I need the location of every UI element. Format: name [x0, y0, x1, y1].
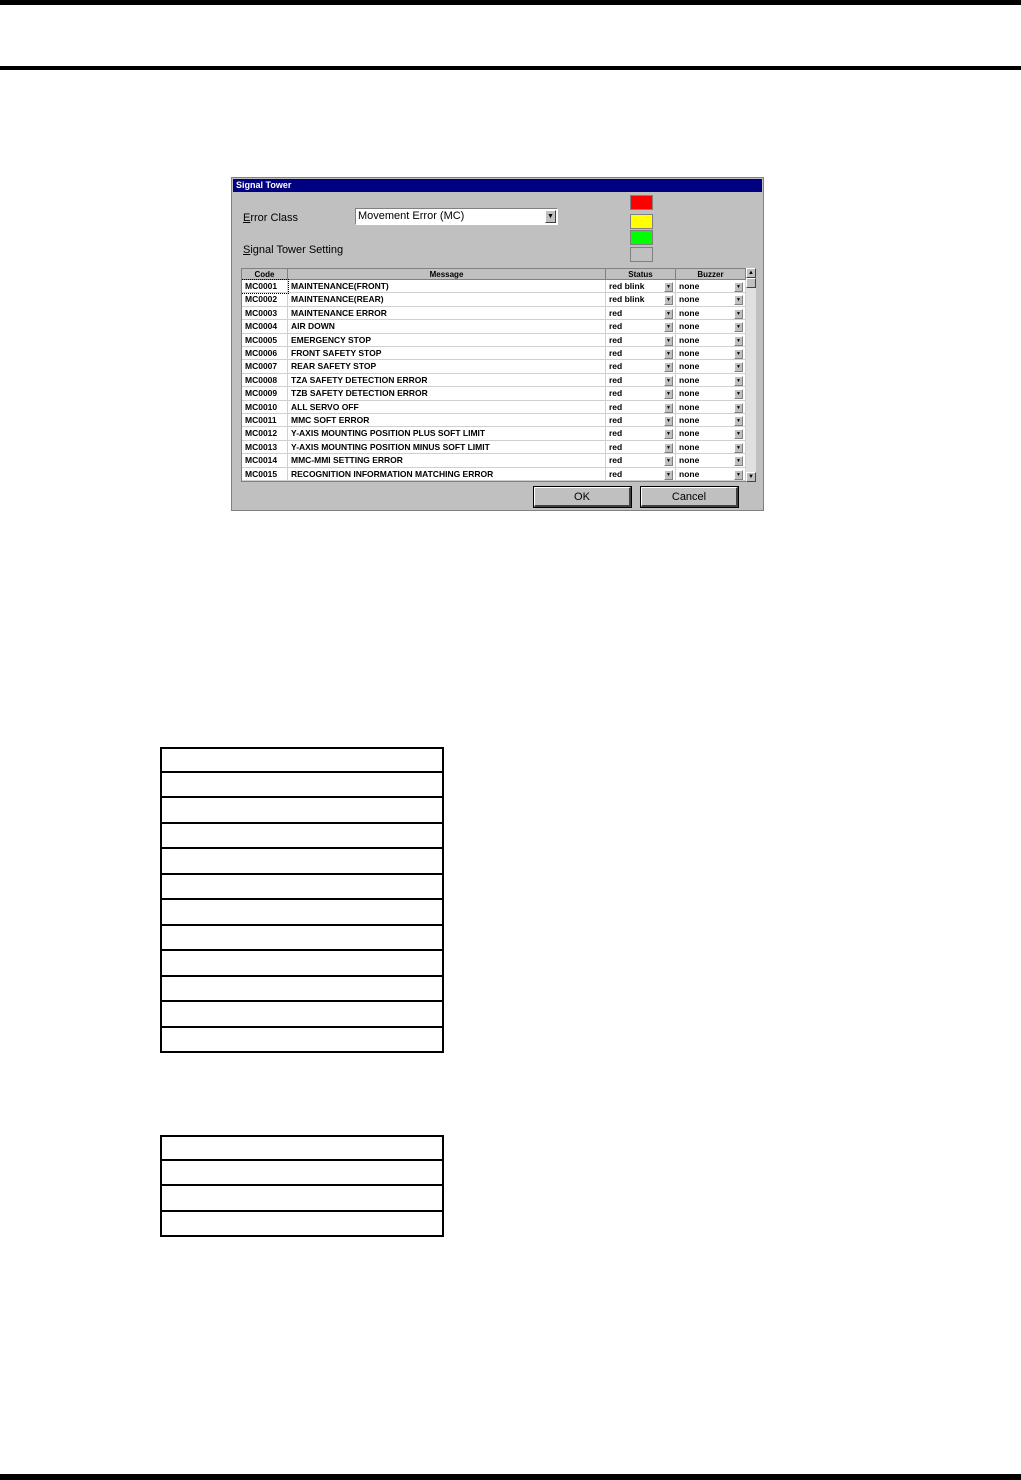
buzzer-value: none — [679, 441, 700, 452]
scroll-down-icon[interactable]: ▼ — [746, 472, 756, 482]
code-value: MC0002 — [245, 294, 278, 305]
cell-code — [242, 347, 288, 360]
cell-message — [288, 374, 606, 387]
chevron-down-icon[interactable]: ▼ — [664, 295, 673, 305]
chevron-down-icon[interactable]: ▼ — [545, 210, 556, 223]
buzzer-value: none — [679, 334, 700, 345]
cell-buzzer[interactable] — [676, 454, 746, 467]
cell-code — [242, 427, 288, 440]
buzzer-value: none — [679, 468, 700, 479]
table-row[interactable] — [242, 347, 746, 360]
cell-buzzer[interactable] — [676, 414, 746, 427]
status-value: red — [609, 401, 623, 412]
cell-status[interactable] — [606, 307, 676, 320]
cell-code — [242, 360, 288, 373]
cell-message — [288, 401, 606, 414]
table-row[interactable] — [242, 293, 746, 306]
message-value: ALL SERVO OFF — [291, 401, 359, 412]
chevron-down-icon[interactable]: ▼ — [734, 443, 743, 453]
column-header-status[interactable]: Status — [606, 269, 676, 280]
cell-message — [288, 307, 606, 320]
code-value: MC0004 — [245, 321, 278, 332]
chevron-down-icon[interactable]: ▼ — [664, 403, 673, 413]
lamp-red — [630, 195, 653, 210]
chevron-down-icon[interactable]: ▼ — [664, 416, 673, 426]
cell-code — [242, 307, 288, 320]
cell-message — [288, 334, 606, 347]
cell-code — [242, 334, 288, 347]
chevron-down-icon[interactable]: ▼ — [734, 336, 743, 346]
status-value: red — [609, 334, 623, 345]
cell-message — [288, 347, 606, 360]
cell-status[interactable] — [606, 441, 676, 454]
chevron-down-icon[interactable]: ▼ — [734, 456, 743, 466]
chevron-down-icon[interactable]: ▼ — [734, 349, 743, 359]
cell-status[interactable] — [606, 414, 676, 427]
chevron-down-icon[interactable]: ▼ — [734, 429, 743, 439]
cell-status[interactable] — [606, 334, 676, 347]
chevron-down-icon[interactable]: ▼ — [664, 443, 673, 453]
message-value: MAINTENANCE(REAR) — [291, 294, 384, 305]
cell-status[interactable] — [606, 360, 676, 373]
status-value: red — [609, 428, 623, 439]
table-row — [160, 1002, 444, 1028]
chevron-down-icon[interactable]: ▼ — [734, 403, 743, 413]
grid-header — [242, 269, 746, 280]
message-value: FRONT SAFETY STOP — [291, 348, 382, 358]
chevron-down-icon[interactable]: ▼ — [664, 470, 673, 480]
table-row[interactable] — [242, 441, 746, 454]
table-row — [160, 926, 444, 952]
table-row[interactable] — [242, 374, 746, 387]
message-value: MAINTENANCE ERROR — [291, 307, 387, 318]
buzzer-value: none — [679, 281, 700, 291]
cell-code — [242, 387, 288, 400]
error-class-label: Error Class — [243, 212, 299, 224]
status-value: red blink — [609, 294, 645, 305]
cell-buzzer[interactable] — [676, 441, 746, 454]
status-value: red — [609, 468, 623, 479]
message-value: TZA SAFETY DETECTION ERROR — [291, 374, 428, 385]
buzzer-value: none — [679, 401, 700, 412]
chevron-down-icon[interactable]: ▼ — [664, 349, 673, 359]
buzzer-value: none — [679, 307, 700, 318]
cell-buzzer[interactable] — [676, 334, 746, 347]
cell-buzzer[interactable] — [676, 401, 746, 414]
buzzer-value: none — [679, 388, 700, 399]
chevron-down-icon[interactable]: ▼ — [664, 429, 673, 439]
chevron-down-icon[interactable]: ▼ — [664, 456, 673, 466]
cell-buzzer[interactable] — [676, 280, 746, 293]
cell-code — [242, 454, 288, 467]
code-value: MC0005 — [245, 334, 278, 345]
table-row[interactable] — [242, 414, 746, 427]
status-value: red — [609, 415, 623, 425]
chevron-down-icon[interactable]: ▼ — [734, 389, 743, 399]
table-row[interactable] — [242, 387, 746, 400]
table-row — [160, 1028, 444, 1054]
code-value: MC0007 — [245, 361, 278, 372]
scroll-up-icon[interactable]: ▲ — [746, 268, 756, 278]
buzzer-value: none — [679, 321, 700, 332]
cell-code — [242, 374, 288, 387]
cell-status[interactable] — [606, 468, 676, 481]
chevron-down-icon[interactable]: ▼ — [664, 336, 673, 346]
status-value: red — [609, 374, 623, 385]
cell-buzzer[interactable] — [676, 360, 746, 373]
cell-code — [242, 401, 288, 414]
cell-buzzer[interactable] — [676, 307, 746, 320]
table-row — [160, 951, 444, 977]
cell-code — [242, 280, 288, 293]
table-row — [160, 824, 444, 850]
lamp-off — [630, 247, 653, 262]
code-value: MC0006 — [245, 348, 278, 358]
code-value: MC0015 — [245, 468, 278, 479]
cell-message — [288, 454, 606, 467]
message-value: EMERGENCY STOP — [291, 334, 371, 345]
error-class-value: Movement Error (MC) — [358, 210, 465, 222]
chevron-down-icon[interactable]: ▼ — [664, 322, 673, 332]
message-value: MMC-MMI SETTING ERROR — [291, 455, 403, 466]
message-value: MAINTENANCE(FRONT) — [291, 281, 389, 291]
table-row — [160, 798, 444, 824]
signal-tower-dialog — [231, 177, 764, 511]
page-top-rule — [0, 0, 1021, 5]
cell-message — [288, 468, 606, 481]
message-value: Y-AXIS MOUNTING POSITION PLUS SOFT LIMIT — [291, 428, 486, 439]
chevron-down-icon[interactable]: ▼ — [734, 362, 743, 372]
table-row[interactable] — [242, 427, 746, 440]
message-value: Y-AXIS MOUNTING POSITION MINUS SOFT LIMIT — [291, 441, 490, 452]
cell-code — [242, 293, 288, 306]
cell-status[interactable] — [606, 293, 676, 306]
table-row — [160, 849, 444, 875]
table-row[interactable] — [242, 320, 746, 333]
table-row[interactable] — [242, 454, 746, 467]
cell-status[interactable] — [606, 374, 676, 387]
chevron-down-icon[interactable]: ▼ — [734, 470, 743, 480]
column-header-code[interactable]: Code — [242, 269, 288, 280]
chevron-down-icon[interactable]: ▼ — [664, 309, 673, 319]
chevron-down-icon[interactable]: ▼ — [734, 322, 743, 332]
table-row[interactable] — [242, 401, 746, 414]
code-value: MC0001 — [245, 281, 278, 291]
signal-tower-grid — [241, 268, 747, 482]
table-row — [160, 1135, 444, 1161]
page-bottom-rule — [0, 1474, 1021, 1480]
message-value: MMC SOFT ERROR — [291, 415, 370, 425]
message-value: TZB SAFETY DETECTION ERROR — [291, 388, 428, 399]
status-value: red — [609, 388, 623, 399]
cell-status[interactable] — [606, 320, 676, 333]
signal-tower-setting-label: Signal Tower Setting — [243, 244, 344, 256]
column-header-message[interactable]: Message — [288, 269, 606, 280]
table-row — [160, 977, 444, 1003]
cell-status[interactable] — [606, 427, 676, 440]
blank-table-2 — [160, 1135, 444, 1237]
buzzer-value: none — [679, 415, 700, 425]
table-row — [160, 900, 444, 926]
cell-status[interactable] — [606, 280, 676, 293]
code-value: MC0011 — [245, 415, 277, 425]
code-value: MC0009 — [245, 388, 278, 399]
code-value: MC0008 — [245, 374, 278, 385]
code-value: MC0014 — [245, 455, 278, 466]
cell-code — [242, 468, 288, 481]
status-value: red — [609, 441, 623, 452]
cell-code — [242, 320, 288, 333]
message-value: AIR DOWN — [291, 321, 335, 332]
blank-table-1 — [160, 747, 444, 1053]
cancel-button[interactable]: Cancel — [641, 487, 738, 507]
chevron-down-icon[interactable]: ▼ — [734, 295, 743, 305]
lamp-green — [630, 230, 653, 245]
cell-message — [288, 441, 606, 454]
buzzer-value: none — [679, 361, 700, 372]
cell-buzzer[interactable] — [676, 427, 746, 440]
cell-buzzer[interactable] — [676, 320, 746, 333]
grid-scrollbar[interactable] — [746, 268, 756, 482]
status-value: red blink — [609, 281, 645, 291]
cell-buzzer[interactable] — [676, 293, 746, 306]
status-value: red — [609, 348, 623, 358]
chevron-down-icon[interactable]: ▼ — [734, 376, 743, 386]
table-row[interactable] — [242, 360, 746, 373]
code-value: MC0003 — [245, 307, 278, 318]
status-value: red — [609, 455, 623, 466]
message-value: REAR SAFETY STOP — [291, 361, 377, 372]
table-row — [160, 1161, 444, 1187]
ok-button[interactable]: OK — [534, 487, 631, 507]
table-row — [160, 875, 444, 901]
table-row[interactable] — [242, 468, 746, 481]
chevron-down-icon[interactable]: ▼ — [734, 309, 743, 319]
chevron-down-icon[interactable]: ▼ — [734, 416, 743, 426]
cell-status[interactable] — [606, 401, 676, 414]
status-value: red — [609, 361, 623, 372]
cell-message — [288, 360, 606, 373]
cell-buzzer[interactable] — [676, 374, 746, 387]
status-value: red — [609, 307, 623, 318]
cell-message — [288, 280, 606, 293]
buzzer-value: none — [679, 348, 700, 358]
cell-status[interactable] — [606, 347, 676, 360]
chevron-down-icon[interactable]: ▼ — [664, 389, 673, 399]
chevron-down-icon[interactable]: ▼ — [734, 282, 743, 292]
column-header-buzzer[interactable]: Buzzer — [676, 269, 746, 280]
chevron-down-icon[interactable]: ▼ — [664, 362, 673, 372]
lamp-yellow — [630, 214, 653, 229]
cell-buzzer[interactable] — [676, 347, 746, 360]
table-row — [160, 1212, 444, 1238]
code-value: MC0013 — [245, 441, 278, 452]
cell-buzzer[interactable] — [676, 468, 746, 481]
page-header-rule — [0, 66, 1021, 70]
message-value: RECOGNITION INFORMATION MATCHING ERROR — [291, 468, 494, 479]
table-row — [160, 747, 444, 773]
scroll-thumb[interactable] — [746, 278, 756, 288]
table-row[interactable] — [242, 307, 746, 320]
buzzer-value: none — [679, 455, 700, 466]
status-value: red — [609, 321, 623, 332]
table-row — [160, 773, 444, 799]
buzzer-value: none — [679, 294, 700, 305]
error-class-select[interactable] — [355, 208, 558, 225]
dialog-title: Signal Tower — [233, 179, 762, 192]
cell-message — [288, 427, 606, 440]
cell-message — [288, 414, 606, 427]
table-row[interactable] — [242, 280, 746, 293]
chevron-down-icon[interactable]: ▼ — [664, 376, 673, 386]
chevron-down-icon[interactable]: ▼ — [664, 282, 673, 292]
code-value: MC0010 — [245, 401, 278, 412]
buzzer-value: none — [679, 428, 700, 439]
table-row[interactable] — [242, 334, 746, 347]
cell-code — [242, 441, 288, 454]
table-row — [160, 1186, 444, 1212]
cell-message — [288, 293, 606, 306]
cell-code — [242, 414, 288, 427]
cell-status[interactable] — [606, 454, 676, 467]
code-value: MC0012 — [245, 428, 278, 439]
buzzer-value: none — [679, 374, 700, 385]
cell-buzzer[interactable] — [676, 387, 746, 400]
cell-status[interactable] — [606, 387, 676, 400]
cell-message — [288, 320, 606, 333]
cell-message — [288, 387, 606, 400]
